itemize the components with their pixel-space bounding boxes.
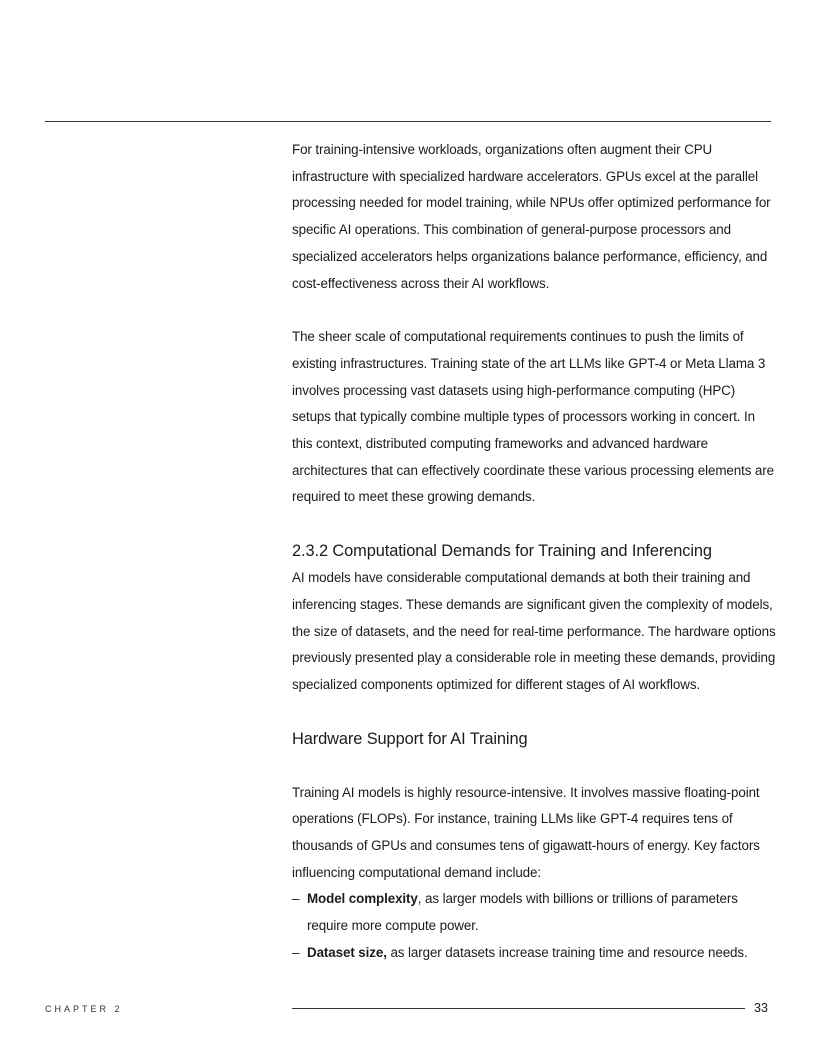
list-item [292, 940, 776, 967]
dash-bullet: – [292, 891, 300, 907]
list-item-term: Model complexity [307, 891, 418, 907]
paragraph-accelerators: For training-intensive workloads, organizations often augment their CPU infrastructure with specialized hardware accelerators. GPUs excel at the parallel processing needed for model training, while NPUs offer optimized performance for specific AI operations. This combination of general-purpose processors and specialized accelerators helps organizations balance performance, efficiency, and cost-effectiveness across their AI workflows. [292, 142, 771, 291]
page-number: 33 [754, 1001, 768, 1015]
header-divider [45, 121, 771, 122]
list-item-text: , as larger models with billions or trillions of parameters require more compute power. [307, 891, 738, 934]
chapter-label: CHAPTER 2 [45, 1004, 123, 1014]
section-body: AI models have considerable computational demands at both their training and inferencing stages. These demands are significant given the complexity of models, the size of datasets, and the need for real-time performance. The hardware options previously presented play a considerable role in meeting these demands, providing specialized components optimized for different stages of AI workflows. [292, 570, 776, 692]
list-item-term: Dataset size, [307, 944, 387, 960]
list-item [292, 886, 776, 939]
main-content [292, 137, 776, 967]
subsection-heading: Hardware Support for AI Training [292, 729, 528, 748]
footer-divider [292, 1008, 745, 1009]
demand-factors-list [292, 886, 776, 966]
section-heading: 2.3.2 Computational Demands for Training and Inferencing [292, 542, 712, 561]
subsection-body: Training AI models is highly resource-intensive. It involves massive floating-point operations (FLOPs). For instance, training LLMs like GPT-4 requires tens of thousands of GPUs and consumes tens of gigawatt-hours of energy. Key factors influencing computational demand include: [292, 784, 760, 880]
list-item-text: as larger datasets increase training time and resource needs. [386, 944, 748, 960]
dash-bullet: – [292, 944, 300, 960]
paragraph-computational-scale: The sheer scale of computational requirements continues to push the limits of existing infrastructures. Training state of the art LLMs like GPT-4 or Meta Llama 3 involves processing vast datasets using high-performance computing (HPC) setups that typically combine multiple types of processors working in concert. In this context, distributed computing frameworks and advanced hardware architectures that can effectively coordinate these various processing elements are required to meet these growing demands. [292, 329, 774, 505]
